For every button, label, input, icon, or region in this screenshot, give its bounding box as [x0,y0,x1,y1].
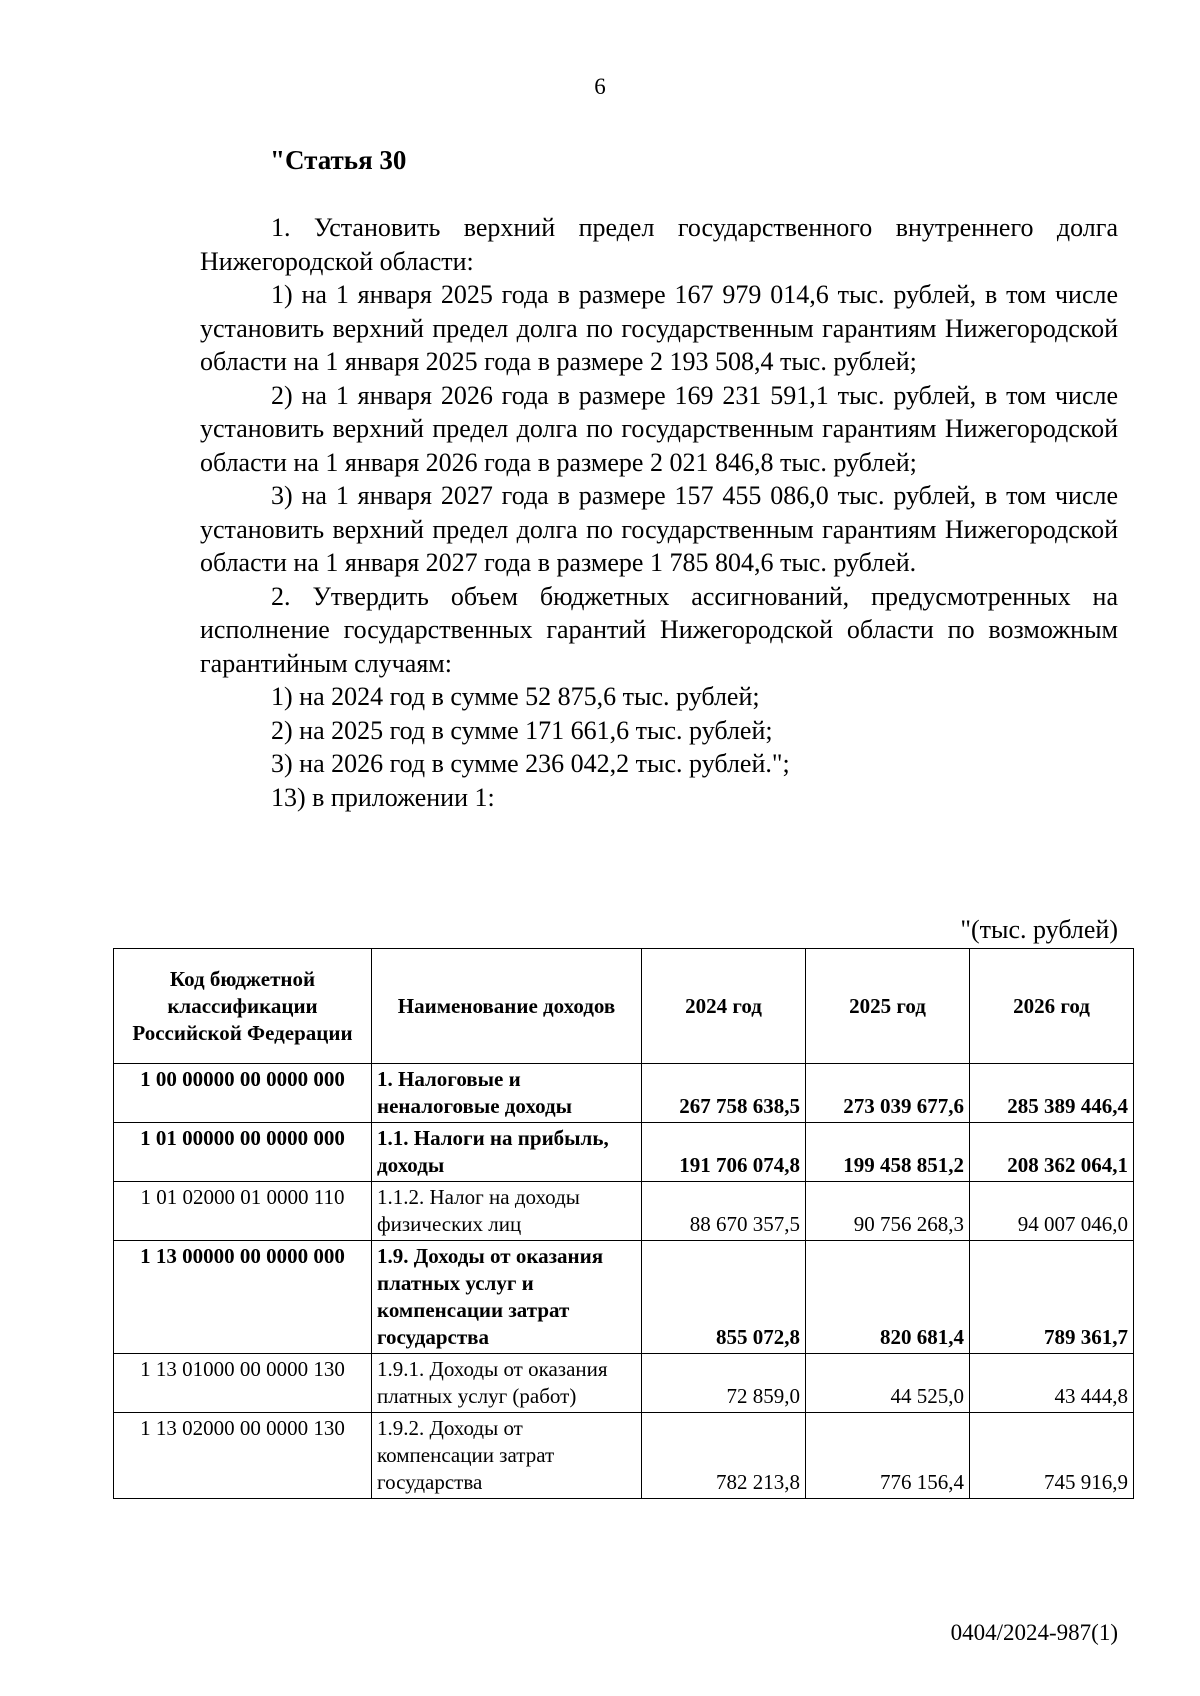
cell-2024: 88 670 357,5 [642,1182,806,1241]
cell-2026: 208 362 064,1 [970,1123,1134,1182]
cell-2026: 789 361,7 [970,1241,1134,1354]
paragraph-guarantees: 2. Утвердить объем бюджетных ассигнований, предусмотренных на исполнение государственных гарантий Нижегородской области по возможным гарантийным случаям: [200,581,1118,678]
table-row [114,1064,1134,1123]
paragraph-debt-limit: 1. Установить верхний предел государственного внутреннего долга Нижегородской области: [200,213,1118,276]
cell-code: 1 13 02000 00 0000 130 [114,1413,372,1499]
cell-name: 1.1. Налоги на прибыль, доходы [372,1123,642,1182]
header-code: Код бюджетной классификации Российской Федерации [114,949,372,1064]
cell-2025: 90 756 268,3 [806,1182,970,1241]
cell-2024: 782 213,8 [642,1413,806,1499]
paragraph-guarantee-2025: 2) на 2025 год в сумме 171 661,6 тыс. рублей; [271,715,773,745]
paragraph-appendix: 13) в приложении 1: [271,782,495,812]
cell-2025: 776 156,4 [806,1413,970,1499]
revenue-table [113,948,1134,1499]
cell-code: 1 00 00000 00 0000 000 [114,1064,372,1123]
cell-2026: 285 389 446,4 [970,1064,1134,1123]
table-row [114,1413,1134,1499]
table-body [114,1064,1134,1499]
paragraph-debt-2026: 2) на 1 января 2026 года в размере 169 231 591,1 тыс. рублей, в том числе установить верхний предел долга по государственным гарантиям Нижегородской области на 1 января 2026 года в размере 2 021 846,8 тыс. рублей; [200,380,1118,477]
cell-code: 1 01 00000 00 0000 000 [114,1123,372,1182]
table-row [114,1241,1134,1354]
header-2026: 2026 год [970,949,1134,1064]
cell-2025: 820 681,4 [806,1241,970,1354]
cell-code: 1 13 01000 00 0000 130 [114,1354,372,1413]
cell-2024: 855 072,8 [642,1241,806,1354]
cell-2024: 267 758 638,5 [642,1064,806,1123]
table-row [114,1123,1134,1182]
cell-2025: 199 458 851,2 [806,1123,970,1182]
body-text [200,211,1118,814]
header-2025: 2025 год [806,949,970,1064]
cell-2024: 72 859,0 [642,1354,806,1413]
cell-2026: 745 916,9 [970,1413,1134,1499]
table-row [114,1354,1134,1413]
header-2024: 2024 год [642,949,806,1064]
cell-name: 1.9.1. Доходы от оказания платных услуг (работ) [372,1354,642,1413]
cell-code: 1 13 00000 00 0000 000 [114,1241,372,1354]
paragraph-guarantee-2026: 3) на 2026 год в сумме 236 042,2 тыс. рублей."; [271,749,790,778]
cell-name: 1. Налоговые и неналоговые доходы [372,1064,642,1123]
article-title: "Статья 30 [270,145,407,175]
header-name: Наименование доходов [372,949,642,1064]
cell-name: 1.9.2. Доходы от компенсации затрат государства [372,1413,642,1499]
table-row [114,1182,1134,1241]
paragraph-debt-2025: 1) на 1 января 2025 года в размере 167 979 014,6 тыс. рублей, в том числе установить верхний предел долга по государственным гарантиям Нижегородской области на 1 января 2025 года в размере 2 193 508,4 тыс. рублей; [200,280,1118,376]
cell-name: 1.1.2. Налог на доходы физических лиц [372,1182,642,1241]
cell-2024: 191 706 074,8 [642,1123,806,1182]
cell-2025: 273 039 677,6 [806,1064,970,1123]
cell-code: 1 01 02000 01 0000 110 [114,1182,372,1241]
table-header-row [114,949,1134,1064]
paragraph-debt-2027: 3) на 1 января 2027 года в размере 157 455 086,0 тыс. рублей, в том числе установить верхний предел долга по государственным гарантиям Нижегородской области на 1 января 2027 года в размере 1 785 804,6 тыс. рублей. [200,481,1118,577]
paragraph-guarantee-2024: 1) на 2024 год в сумме 52 875,6 тыс. рублей; [271,682,760,711]
cell-2026: 94 007 046,0 [970,1182,1134,1241]
cell-2025: 44 525,0 [806,1354,970,1413]
cell-name: 1.9. Доходы от оказания платных услуг и компенсации затрат государства [372,1241,642,1354]
document-id: 0404/2024-987(1) [950,1620,1118,1645]
page-number: 6 [594,74,606,99]
cell-2026: 43 444,8 [970,1354,1134,1413]
units-label: "(тыс. рублей) [960,915,1118,944]
